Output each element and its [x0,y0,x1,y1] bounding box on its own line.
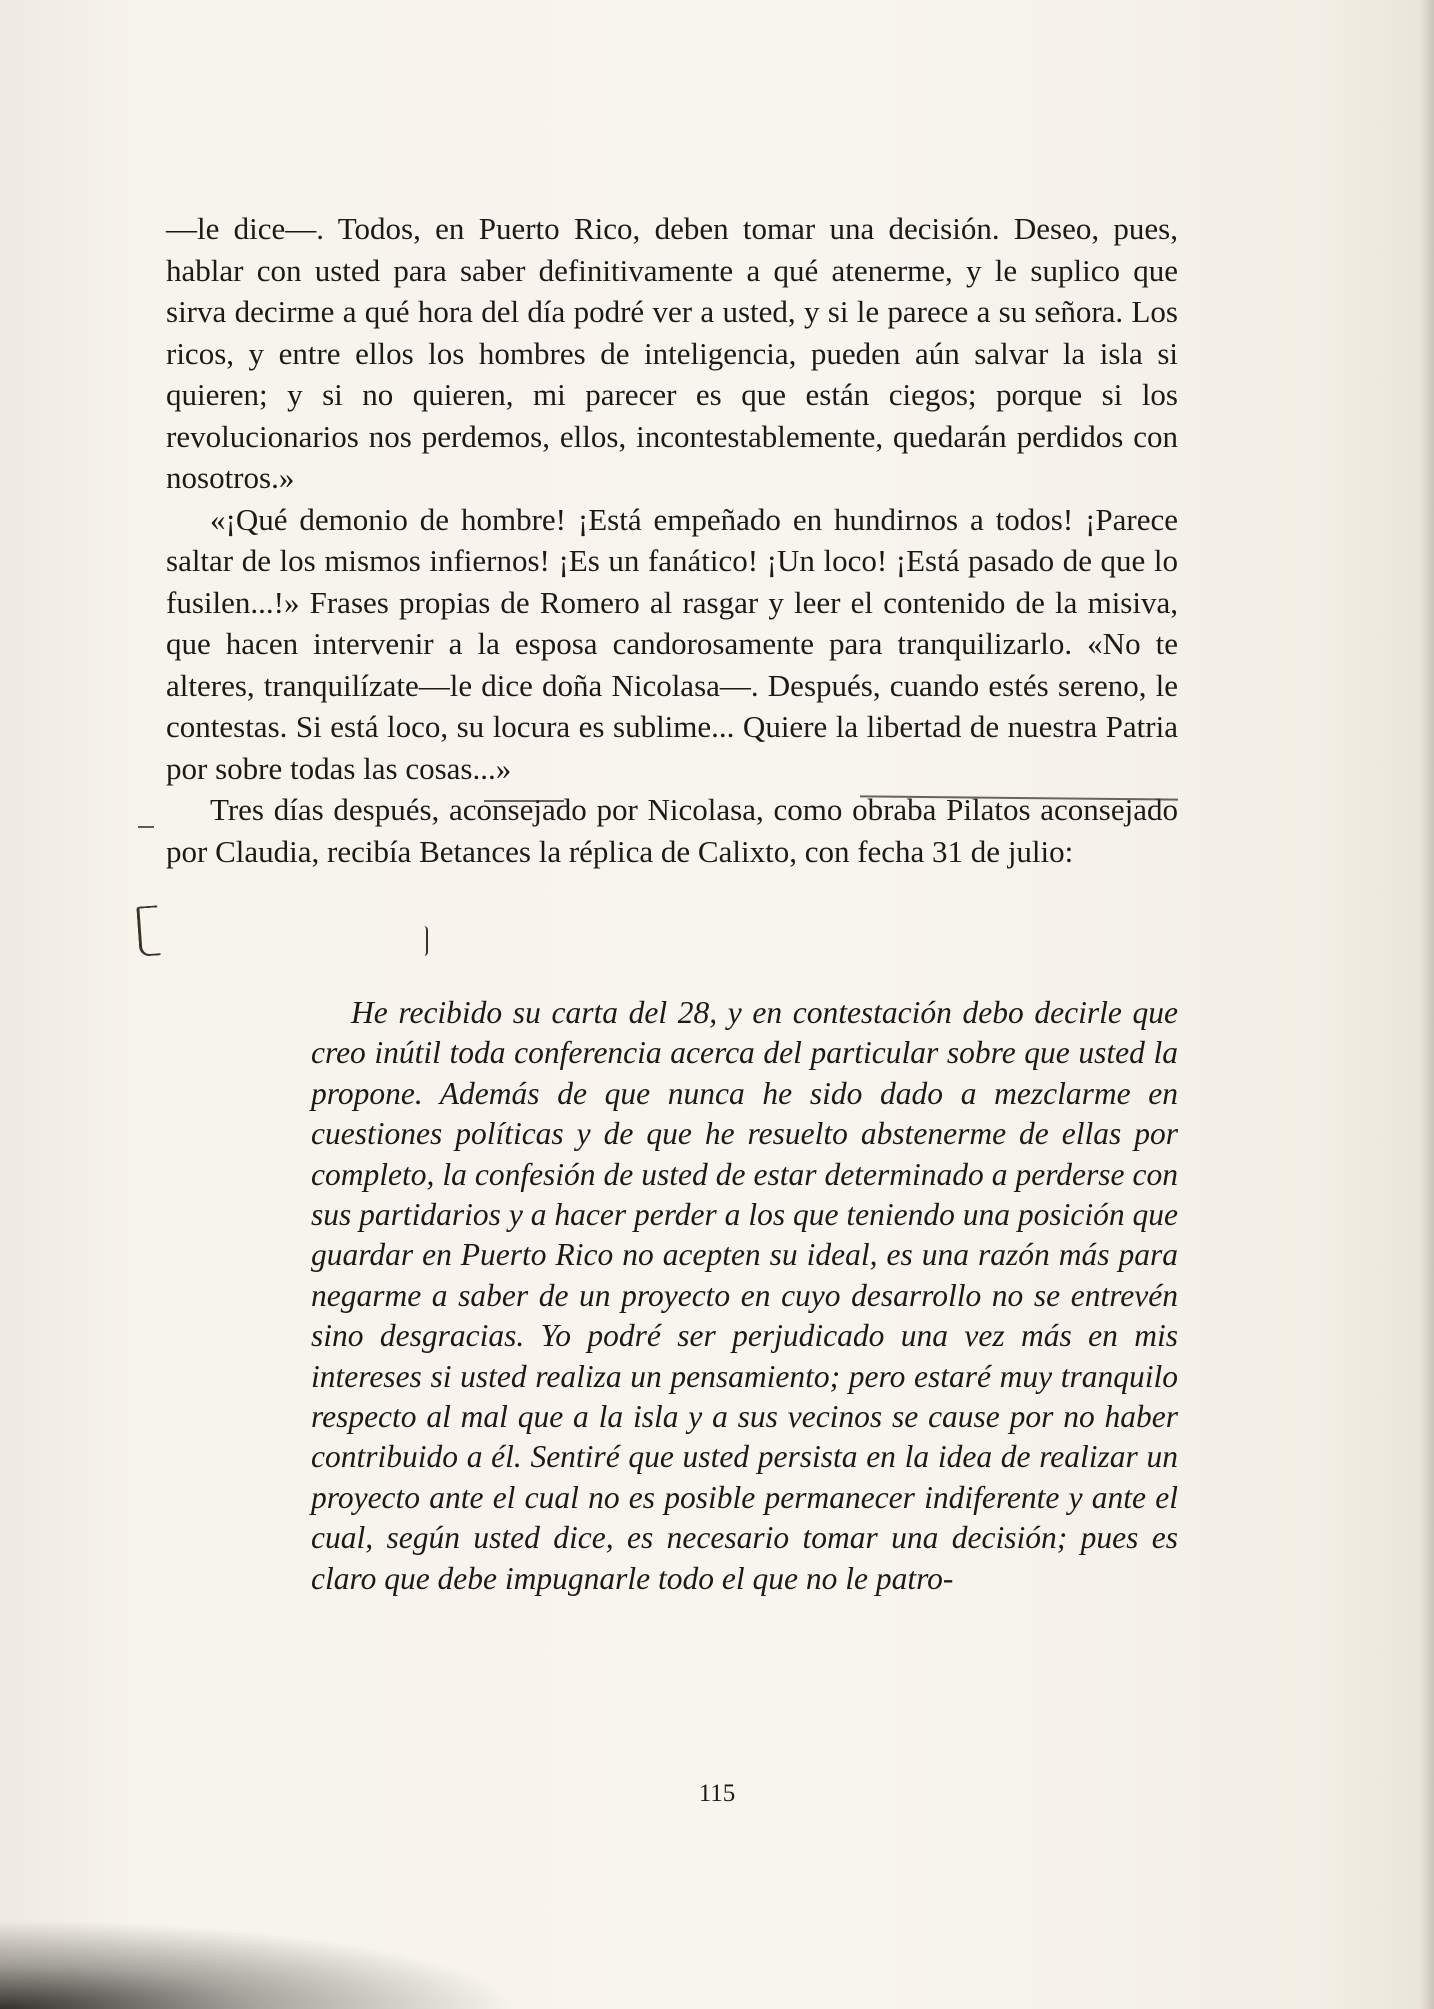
paragraph-3: Tres días después, aconsejado por Nicolasa, como obraba Pilatos aconsejado por Claudia, recibía Betances la réplica de Calixto, con fecha 31 de julio: [166,792,1178,869]
page-edge-shadow [1420,0,1434,2009]
letter-quote [311,993,1178,1599]
scan-corner-shadow [0,1919,520,2009]
page-number: 115 [698,1780,736,1807]
paragraph-1: —le dice—. Todos, en Puerto Rico, deben tomar una decisión. Deseo, pues, hablar con usted para saber definitivamente a qué atenerme, y le suplico que sirva decirme a qué hora del día podré ver a usted, y si le parece a su señora. Los ricos, y entre ellos los hombres de inteligencia, pueden aún salvar la isla si quieren; y si no quieren, mi parecer es que están ciegos; porque si los revolucionarios nos perdemos, ellos, incontestablemente, quedarán perdidos con nosotros.» [166,211,1178,495]
paragraph-2: «¡Qué demonio de hombre! ¡Está empeñado en hundirnos a todos! ¡Parece saltar de los mismos infiernos! ¡Es un fanático! ¡Un loco! ¡Está pasado de que lo fusilen...!» Frases propias de Romero al rasgar y leer el contenido de la misiva, que hacen intervenir a la esposa candorosamente para tranquilizarlo. «No te alteres, tranquilízate—le dice doña Nicolasa—. Después, cuando estés sereno, le contestas. Si está loco, su locura es sublime... Quiere la libertad de nuestra Patria por sobre todas las cosas...» [166,501,1178,786]
pen-dash-mark [138,826,154,828]
pen-bracket-mark-right [418,926,428,956]
pen-underline-mark-2 [484,800,564,802]
pen-bracket-mark [136,905,160,956]
body-text [166,208,1178,872]
quote-text: He recibido su carta del 28, y en contestación debo decirle que creo inútil toda conferencia acerca del particular sobre que usted la propone. Además de que nunca he sido dado a mezclarme en cuestiones políticas y de que he resuelto abstenerme de ellas por completo, la confesión de usted de estar determinado a perderse con sus partidarios y a hacer perder a los que teniendo una posición que guardar en Puerto Rico no acepten su ideal, es una razón más para negarme a saber de un proyecto en cuyo desarrollo no se entrevén sino desgracias. Yo podré ser perjudicado una vez más en mis intereses si usted realiza un pensamiento; pero estaré muy tranquilo respecto al mal que a la isla y a sus vecinos se cause por no haber contribuido a él. Sentiré que usted persista en la idea de realizar un proyecto ante el cual no es posible permanecer indiferente y ante el cual, según usted dice, es necesario tomar una decisión; pues es claro que debe impugnarle todo el que no le patro- [311,995,1178,1596]
